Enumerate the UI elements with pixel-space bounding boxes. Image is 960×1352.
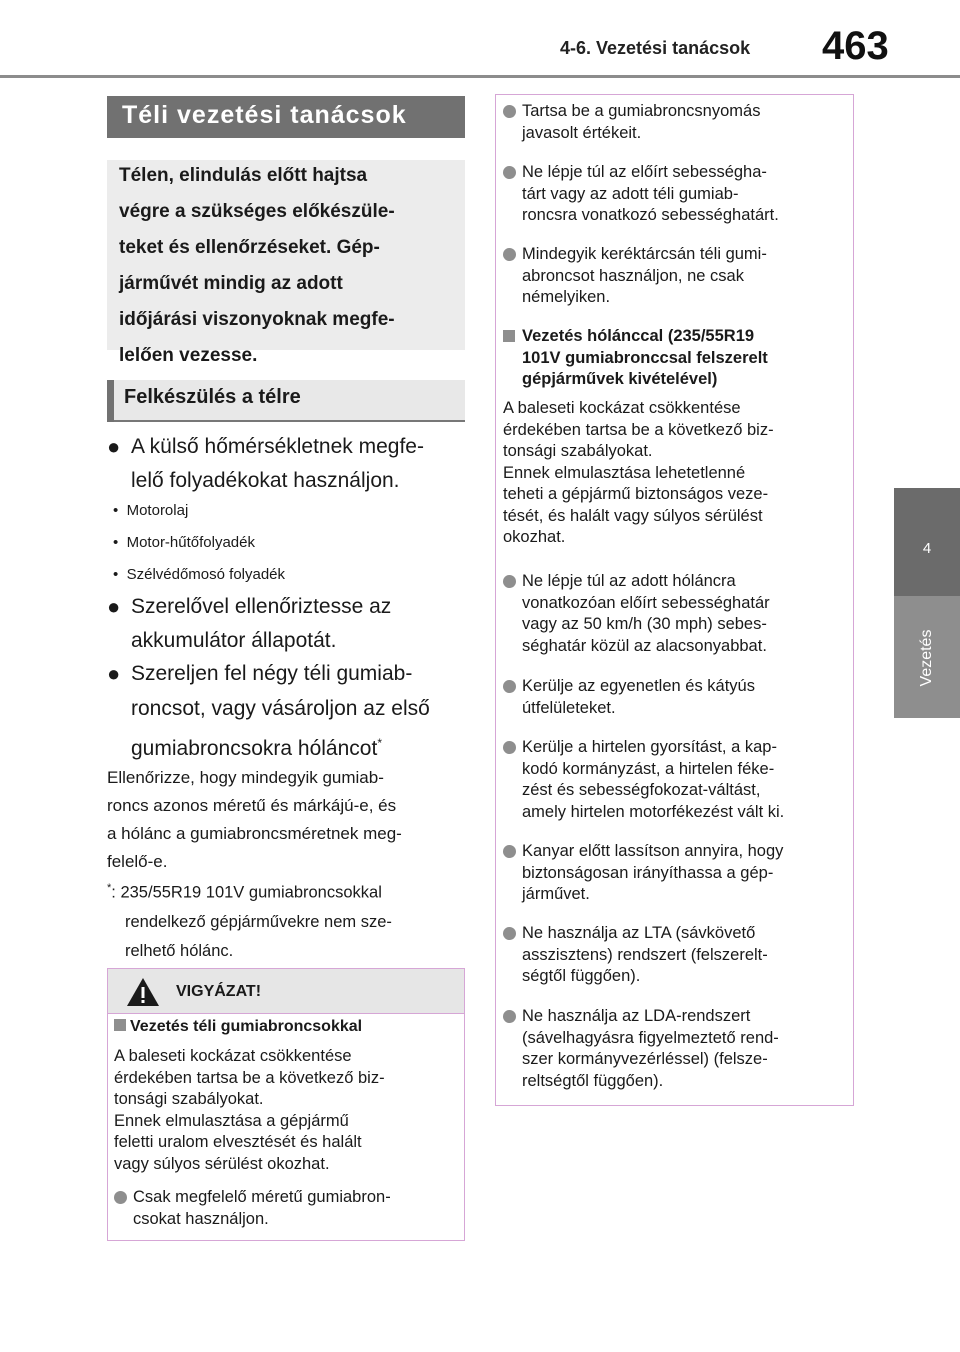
list-item: • Motor-hűtőfolyadék — [113, 534, 255, 551]
circle-bullet-icon — [503, 845, 516, 858]
warning-item: Csak megfelelő méretű gumiabron- csokat használjon. — [114, 1187, 459, 1230]
body-paragraph: Ellenőrizze, hogy mindegyik gumiab- roncs azonos méretű és márkájú-e, és a hólánc a gumiabroncsméretnek meg- felelő-e. — [107, 768, 402, 871]
warning-title: VIGYÁZAT! — [176, 983, 262, 1000]
bullet-item: ● Szerelővel ellenőriztesse az akkumulátor állapotát. — [107, 590, 465, 658]
circle-bullet-icon — [503, 575, 516, 588]
square-bullet-icon — [114, 1019, 126, 1031]
subheading-accent — [107, 380, 114, 422]
square-bullet-icon — [503, 330, 515, 342]
section-title: 4-6. Vezetési tanácsok — [560, 38, 751, 58]
intro-text: Télen, elindulás előtt hajtsa végre a szükséges előkészüle- teket és ellenőrzéseket. Gép- járművét mindig az adott időjárási viszonyoknak megfe- lelően vezesse. — [119, 165, 395, 366]
circle-bullet-icon — [503, 680, 516, 693]
bullet-dot-icon: ● — [107, 594, 121, 619]
bullet-item: ● Szereljen fel négy téli gumiab- roncsot, vagy vásároljon az első gumiabroncsokra hóláncot* — [107, 656, 465, 766]
chapter-number: 4 — [922, 540, 932, 557]
warning-header — [108, 969, 464, 1014]
circle-bullet-icon — [503, 248, 516, 261]
header-divider — [0, 75, 960, 78]
warning-body: A baleseti kockázat csökkentése érdekében tartsa be a következő biz- tonsági szabályokat. Ennek elmulasztása a gépjármű feletti uralom elvesztését és halált vagy súlyos sérülést okozhat. — [114, 1047, 385, 1173]
right-body: A baleseti kockázat csökkentése érdekében tartsa be a következő biz- tonsági szabályokat. Ennek elmulasztása lehetetlenné teheti a gépjármű biztonságos veze- tését, és halált vagy súlyos sérülést okozhat. — [503, 399, 774, 546]
bullet-item: ● A külső hőmérsékletnek megfe- lelő folyadékokat használjon. — [107, 430, 465, 498]
page-title: Téli vezetési tanácsok — [122, 101, 407, 129]
circle-bullet-icon — [503, 166, 516, 179]
circle-bullet-icon — [503, 741, 516, 754]
list-item: • Motorolaj — [113, 502, 189, 519]
page-number: 463 — [822, 24, 889, 68]
subheading: Felkészülés a télre — [124, 386, 301, 408]
circle-bullet-icon — [114, 1191, 127, 1204]
bullet-dot-icon: ● — [107, 434, 121, 459]
footnote: *: 235/55R19 101V gumiabroncsokkal rendelkező gépjárművekre nem sze- relhető hólánc. — [107, 882, 392, 960]
circle-bullet-icon — [503, 927, 516, 940]
circle-bullet-icon — [503, 1010, 516, 1023]
chapter-label: Vezetés — [918, 629, 935, 687]
bullet-dot-icon: ● — [107, 661, 121, 686]
warning-triangle-icon — [126, 977, 160, 1007]
list-item: • Szélvédőmosó folyadék — [113, 566, 286, 583]
circle-bullet-icon — [503, 105, 516, 118]
warning-heading: Vezetés téli gumiabroncsokkal — [114, 1018, 459, 1036]
